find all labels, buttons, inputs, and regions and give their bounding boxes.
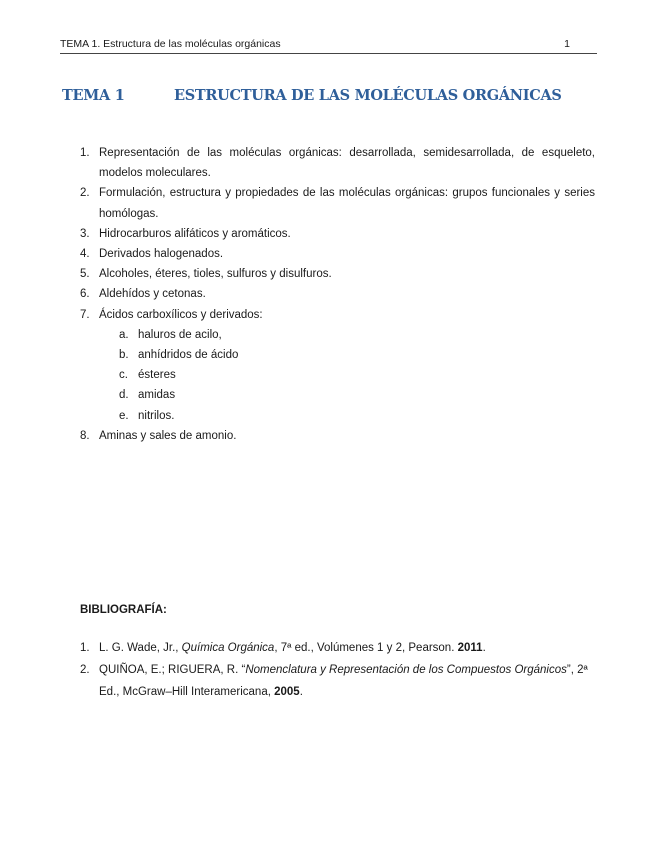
bibliography-author: QUIÑOA, E.; RIGUERA, R. “: [99, 664, 246, 676]
contents-list: [80, 143, 595, 446]
sub-list-text: ésteres: [138, 369, 176, 382]
sub-list-text: amidas: [138, 389, 176, 402]
bibliography-entry-number: 1.: [80, 642, 90, 654]
list-item-text: Ácidos carboxílicos y derivados:: [99, 308, 263, 321]
sub-list-item: [80, 325, 595, 345]
list-item-text: Aldehídos y cetonas.: [99, 288, 206, 301]
bibliography-year: 2005: [274, 686, 300, 698]
bibliography-title: Nomenclatura y Representación de los Compuestos Orgánicos: [245, 664, 567, 676]
bibliography-list: [80, 637, 595, 703]
list-item: [80, 305, 595, 325]
bibliography-entry-number: 2.: [80, 664, 90, 676]
list-item-number: 4.: [80, 248, 90, 261]
list-item-text: Hidrocarburos alifáticos y aromáticos.: [99, 227, 291, 240]
list-item-number: 8.: [80, 429, 90, 442]
header-title: TEMA 1. Estructura de las moléculas orgánicas: [60, 38, 281, 50]
list-item-number: 7.: [80, 308, 90, 321]
sub-list-item: [80, 385, 595, 405]
list-item-number: 2.: [80, 187, 90, 200]
bibliography-author: L. G. Wade, Jr.,: [99, 642, 182, 654]
list-item: [80, 183, 595, 223]
title-number: TEMA 1: [62, 87, 125, 104]
sub-list-item: [80, 345, 595, 365]
list-item: [80, 426, 595, 446]
list-item-number: 3.: [80, 227, 90, 240]
bibliography-details: , 7ª ed., Volúmenes 1 y 2, Pearson.: [274, 642, 458, 654]
bibliography-year: 2011: [457, 642, 483, 654]
title-text: ESTRUCTURA DE LAS MOLÉCULAS ORGÁNICAS: [174, 87, 562, 104]
sub-list-text: anhídridos de ácido: [138, 349, 239, 362]
sub-list-text: haluros de acilo,: [138, 328, 222, 341]
bibliography-entry: [80, 637, 595, 659]
list-item: [80, 284, 595, 304]
sub-list-letter: a.: [119, 328, 129, 341]
bibliography-title: Química Orgánica: [181, 642, 275, 654]
list-item: [80, 244, 595, 264]
bibliography-heading: BIBLIOGRAFÍA:: [80, 604, 167, 616]
list-item: [80, 143, 595, 183]
sub-list-letter: c.: [119, 369, 128, 382]
list-item-number: 6.: [80, 288, 90, 301]
list-item-text: Derivados halogenados.: [99, 248, 224, 261]
list-item-number: 5.: [80, 268, 90, 281]
bibliography-details: ”, 2ª Ed., McGraw–Hill Interamericana,: [99, 664, 588, 698]
list-item: [80, 264, 595, 284]
bibliography-end: .: [482, 642, 486, 654]
list-item-text: Formulación, estructura y propiedades de las moléculas orgánicas: grupos funcionales y series homólogas.: [99, 187, 595, 220]
bibliography-entry: [80, 659, 595, 703]
list-item-text: Alcoholes, éteres, tioles, sulfuros y disulfuros.: [99, 268, 332, 281]
sub-list-item: [80, 406, 595, 426]
list-item-text: Representación de las moléculas orgánicas: desarrollada, semidesarrollada, de esqueleto, modelos moleculares.: [99, 147, 595, 180]
list-item-text: Aminas y sales de amonio.: [99, 429, 237, 442]
sub-list-letter: d.: [119, 389, 129, 402]
page-number: 1: [564, 38, 570, 50]
list-item-number: 1.: [80, 147, 90, 159]
sub-list-letter: e.: [119, 409, 129, 422]
sub-list-item: [80, 365, 595, 385]
sub-list-letter: b.: [119, 349, 129, 362]
sub-list-text: nitrilos.: [138, 409, 175, 422]
list-item: [80, 224, 595, 244]
page-header: [60, 37, 597, 54]
bibliography-end: .: [299, 686, 303, 698]
